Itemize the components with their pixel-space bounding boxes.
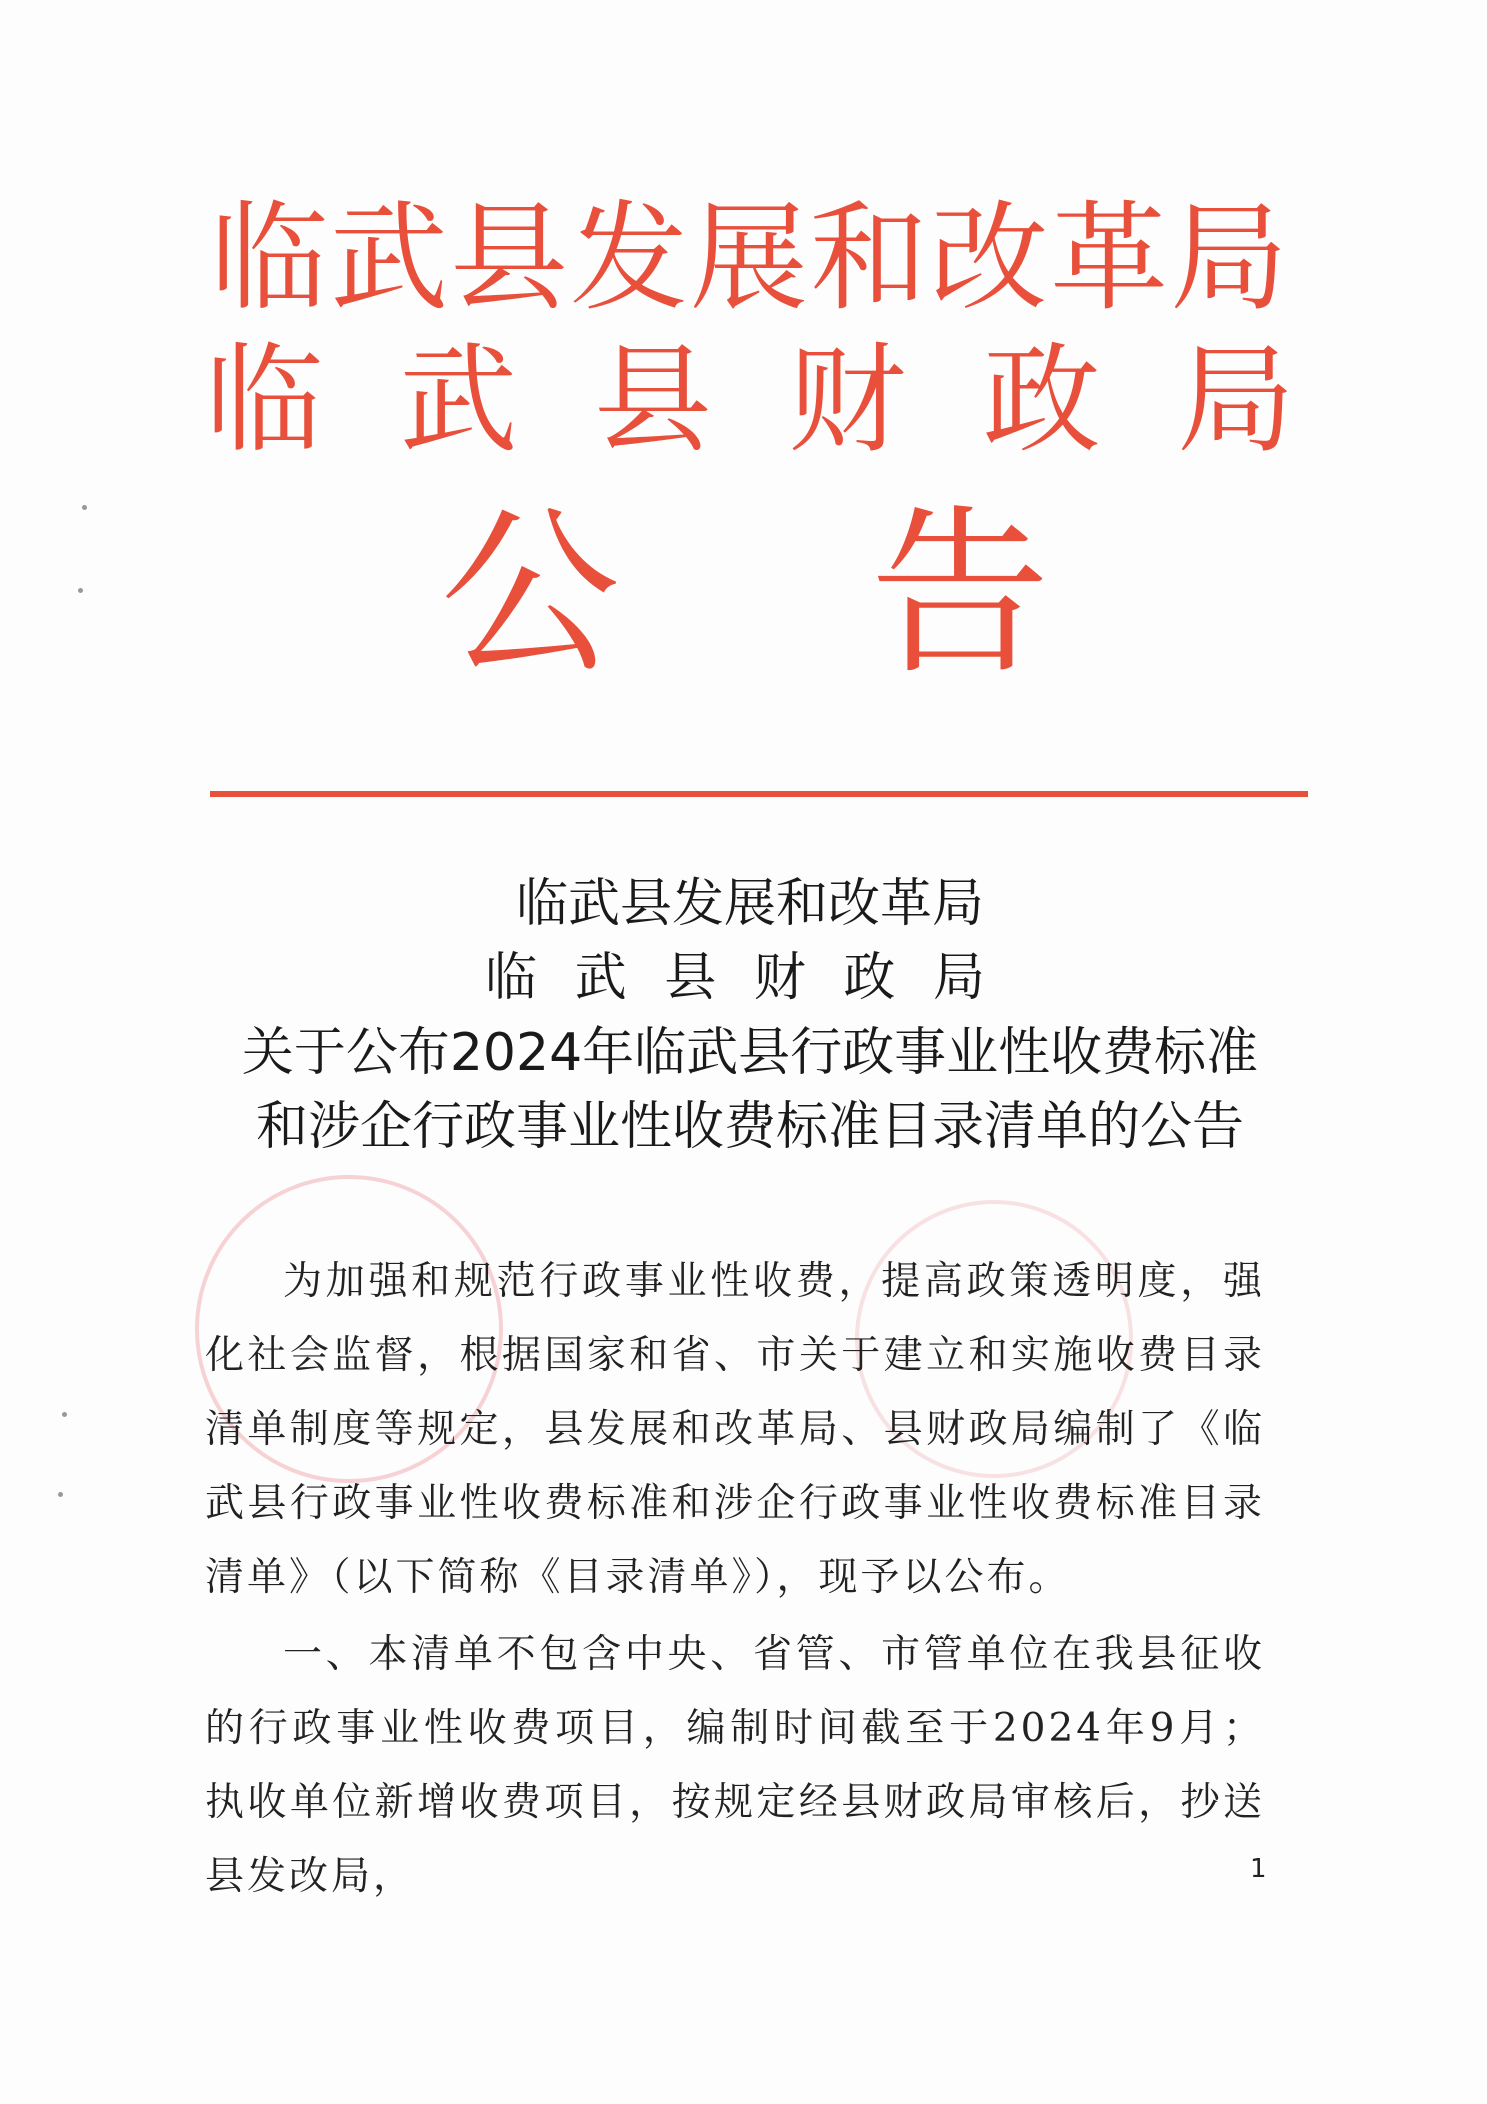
red-divider-rule bbox=[210, 791, 1308, 797]
issuer-char: 武 bbox=[399, 331, 518, 469]
issuer-char: 局 bbox=[1176, 331, 1295, 469]
scan-speck bbox=[58, 1492, 63, 1497]
doc-type-char: 告 bbox=[869, 490, 1050, 699]
title-char: 县 bbox=[664, 948, 717, 1008]
title-char: 局 bbox=[932, 948, 985, 1008]
title-line-1: 临武县发展和改革局 bbox=[515, 874, 984, 934]
page-number: 1 bbox=[1250, 1854, 1267, 1884]
issuer-char: 临 bbox=[205, 331, 324, 469]
title-char: 财 bbox=[753, 948, 806, 1008]
body-paragraph-intro: 为加强和规范行政事业性收费，提高政策透明度，强化社会监督，根据国家和省、市关于建立和实施收费目录清单制度等规定，县发展和改革局、县财政局编制了《临武县行政事业性收费标准和涉企行政事业性收费标准目录清单》（以下简称《目录清单》），现予以公布。 bbox=[205, 1259, 1265, 1600]
body-paragraph-item-1: 一、本清单不包含中央、省管、市管单位在我县征收的行政事业性收费项目，编制时间截至于2024年9月；执收单位新增收费项目，按规定经县财政局审核后，抄送县发改局， bbox=[205, 1632, 1265, 1899]
title-line-2 bbox=[485, 942, 985, 1014]
issuer-char: 财 bbox=[788, 331, 907, 469]
title-line-3: 关于公布2024年临武县行政事业性收费标准 bbox=[241, 1023, 1259, 1083]
doc-type-char: 公 bbox=[440, 490, 621, 699]
scan-speck bbox=[82, 505, 87, 510]
title-char: 临 bbox=[485, 948, 538, 1008]
scan-speck bbox=[78, 588, 83, 593]
issuer-char: 政 bbox=[982, 331, 1101, 469]
title-char: 武 bbox=[574, 948, 627, 1008]
title-line-4: 和涉企行政事业性收费标准目录清单的公告 bbox=[255, 1097, 1244, 1157]
scan-speck bbox=[62, 1412, 67, 1417]
issuer-line-finance bbox=[205, 330, 1295, 470]
issuer-char: 县 bbox=[593, 331, 712, 469]
issuer-line-development-reform: 临武县发展和改革局 bbox=[209, 189, 1290, 327]
title-char: 政 bbox=[843, 948, 896, 1008]
document-type-heading bbox=[440, 490, 1050, 700]
